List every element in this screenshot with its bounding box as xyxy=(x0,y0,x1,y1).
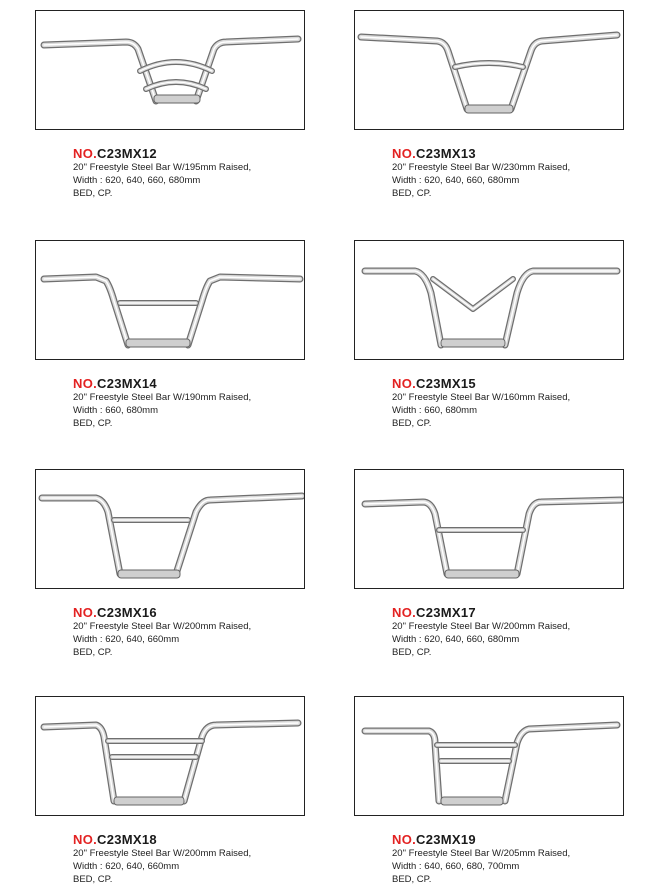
model-number: NO.C23MX13 xyxy=(392,146,476,161)
description-line: 20" Freestyle Steel Bar W/200mm Raised, xyxy=(73,621,252,632)
handlebar-clamp xyxy=(118,570,180,578)
width-line: Width : 620, 640, 660, 680mm xyxy=(73,175,201,186)
finish-line: BED, CP. xyxy=(392,647,432,658)
handlebar-image xyxy=(36,470,304,588)
handlebar-clamp xyxy=(154,95,200,103)
description-line: 20" Freestyle Steel Bar W/230mm Raised, xyxy=(392,162,571,173)
description-line: 20" Freestyle Steel Bar W/190mm Raised, xyxy=(73,392,252,403)
handlebar-tube xyxy=(42,496,302,574)
model-number: NO.C23MX14 xyxy=(73,376,157,391)
description-line: 20" Freestyle Steel Bar W/200mm Raised, xyxy=(392,621,571,632)
description-line: 20" Freestyle Steel Bar W/160mm Raised, xyxy=(392,392,571,403)
model-number: NO.C23MX19 xyxy=(392,832,476,847)
handlebar-tube xyxy=(44,277,300,345)
handlebar-clamp xyxy=(445,570,519,578)
handlebar-tube xyxy=(437,745,515,761)
product-card xyxy=(35,10,305,200)
handlebar-tube xyxy=(361,35,617,109)
handlebar-tube xyxy=(365,271,617,345)
product-card xyxy=(35,469,305,659)
handlebar-tube xyxy=(44,277,300,345)
product-card xyxy=(354,469,624,659)
handlebar-tube xyxy=(44,39,298,101)
model-number: NO.C23MX15 xyxy=(392,376,476,391)
product-card xyxy=(354,240,624,430)
width-line: Width : 620, 640, 660mm xyxy=(73,634,180,645)
handlebar-image xyxy=(36,697,304,815)
description-line: 20" Freestyle Steel Bar W/205mm Raised, xyxy=(392,848,571,859)
handlebar-clamp xyxy=(441,797,503,805)
handlebar-tube xyxy=(44,39,298,101)
handlebar-tube xyxy=(361,35,617,109)
handlebar-tube xyxy=(365,271,617,345)
description-line: 20" Freestyle Steel Bar W/195mm Raised, xyxy=(73,162,252,173)
width-line: Width : 620, 640, 660, 680mm xyxy=(392,634,520,645)
handlebar-image xyxy=(36,11,304,129)
product-image-frame xyxy=(354,240,624,360)
finish-line: BED, CP. xyxy=(392,188,432,199)
handlebar-tube xyxy=(108,741,202,757)
handlebar-clamp xyxy=(465,105,513,113)
handlebar-clamp xyxy=(441,339,505,347)
handlebar-tube xyxy=(42,496,302,574)
width-line: Width : 620, 640, 660, 680mm xyxy=(392,175,520,186)
product-image-frame xyxy=(354,696,624,816)
model-number: NO.C23MX17 xyxy=(392,605,476,620)
handlebar-tube xyxy=(365,500,621,574)
handlebar-tube xyxy=(44,723,298,801)
product-card xyxy=(354,10,624,200)
finish-line: BED, CP. xyxy=(73,418,113,429)
width-line: Width : 620, 640, 660mm xyxy=(73,861,180,872)
handlebar-clamp xyxy=(126,339,190,347)
handlebar-tube xyxy=(365,500,621,574)
model-number: NO.C23MX18 xyxy=(73,832,157,847)
handlebar-tube xyxy=(433,279,513,309)
handlebar-image xyxy=(355,470,623,588)
finish-line: BED, CP. xyxy=(73,874,113,885)
product-image-frame xyxy=(35,10,305,130)
product-image-frame xyxy=(35,240,305,360)
handlebar-tube xyxy=(42,496,302,574)
finish-line: BED, CP. xyxy=(73,647,113,658)
product-card xyxy=(354,696,624,886)
handlebar-image xyxy=(355,241,623,359)
width-line: Width : 660, 680mm xyxy=(73,405,159,416)
product-card xyxy=(35,696,305,886)
handlebar-tube xyxy=(44,39,298,101)
model-number: NO.C23MX16 xyxy=(73,605,157,620)
finish-line: BED, CP. xyxy=(392,874,432,885)
product-card xyxy=(35,240,305,430)
handlebar-image xyxy=(355,11,623,129)
handlebar-tube xyxy=(433,279,513,309)
handlebar-tube xyxy=(44,723,298,801)
width-line: Width : 660, 680mm xyxy=(392,405,478,416)
handlebar-tube xyxy=(361,35,617,109)
product-image-frame xyxy=(35,696,305,816)
width-line: Width : 640, 660, 680, 700mm xyxy=(392,861,520,872)
handlebar-image xyxy=(36,241,304,359)
description-line: 20" Freestyle Steel Bar W/200mm Raised, xyxy=(73,848,252,859)
product-image-frame xyxy=(354,469,624,589)
handlebar-tube xyxy=(433,279,513,309)
finish-line: BED, CP. xyxy=(73,188,113,199)
handlebar-tube xyxy=(365,271,617,345)
handlebar-image xyxy=(355,697,623,815)
model-number: NO.C23MX12 xyxy=(73,146,157,161)
handlebar-tube xyxy=(44,277,300,345)
handlebar-clamp xyxy=(114,797,184,805)
product-image-frame xyxy=(35,469,305,589)
handlebar-tube xyxy=(365,500,621,574)
product-image-frame xyxy=(354,10,624,130)
handlebar-tube xyxy=(44,723,298,801)
finish-line: BED, CP. xyxy=(392,418,432,429)
